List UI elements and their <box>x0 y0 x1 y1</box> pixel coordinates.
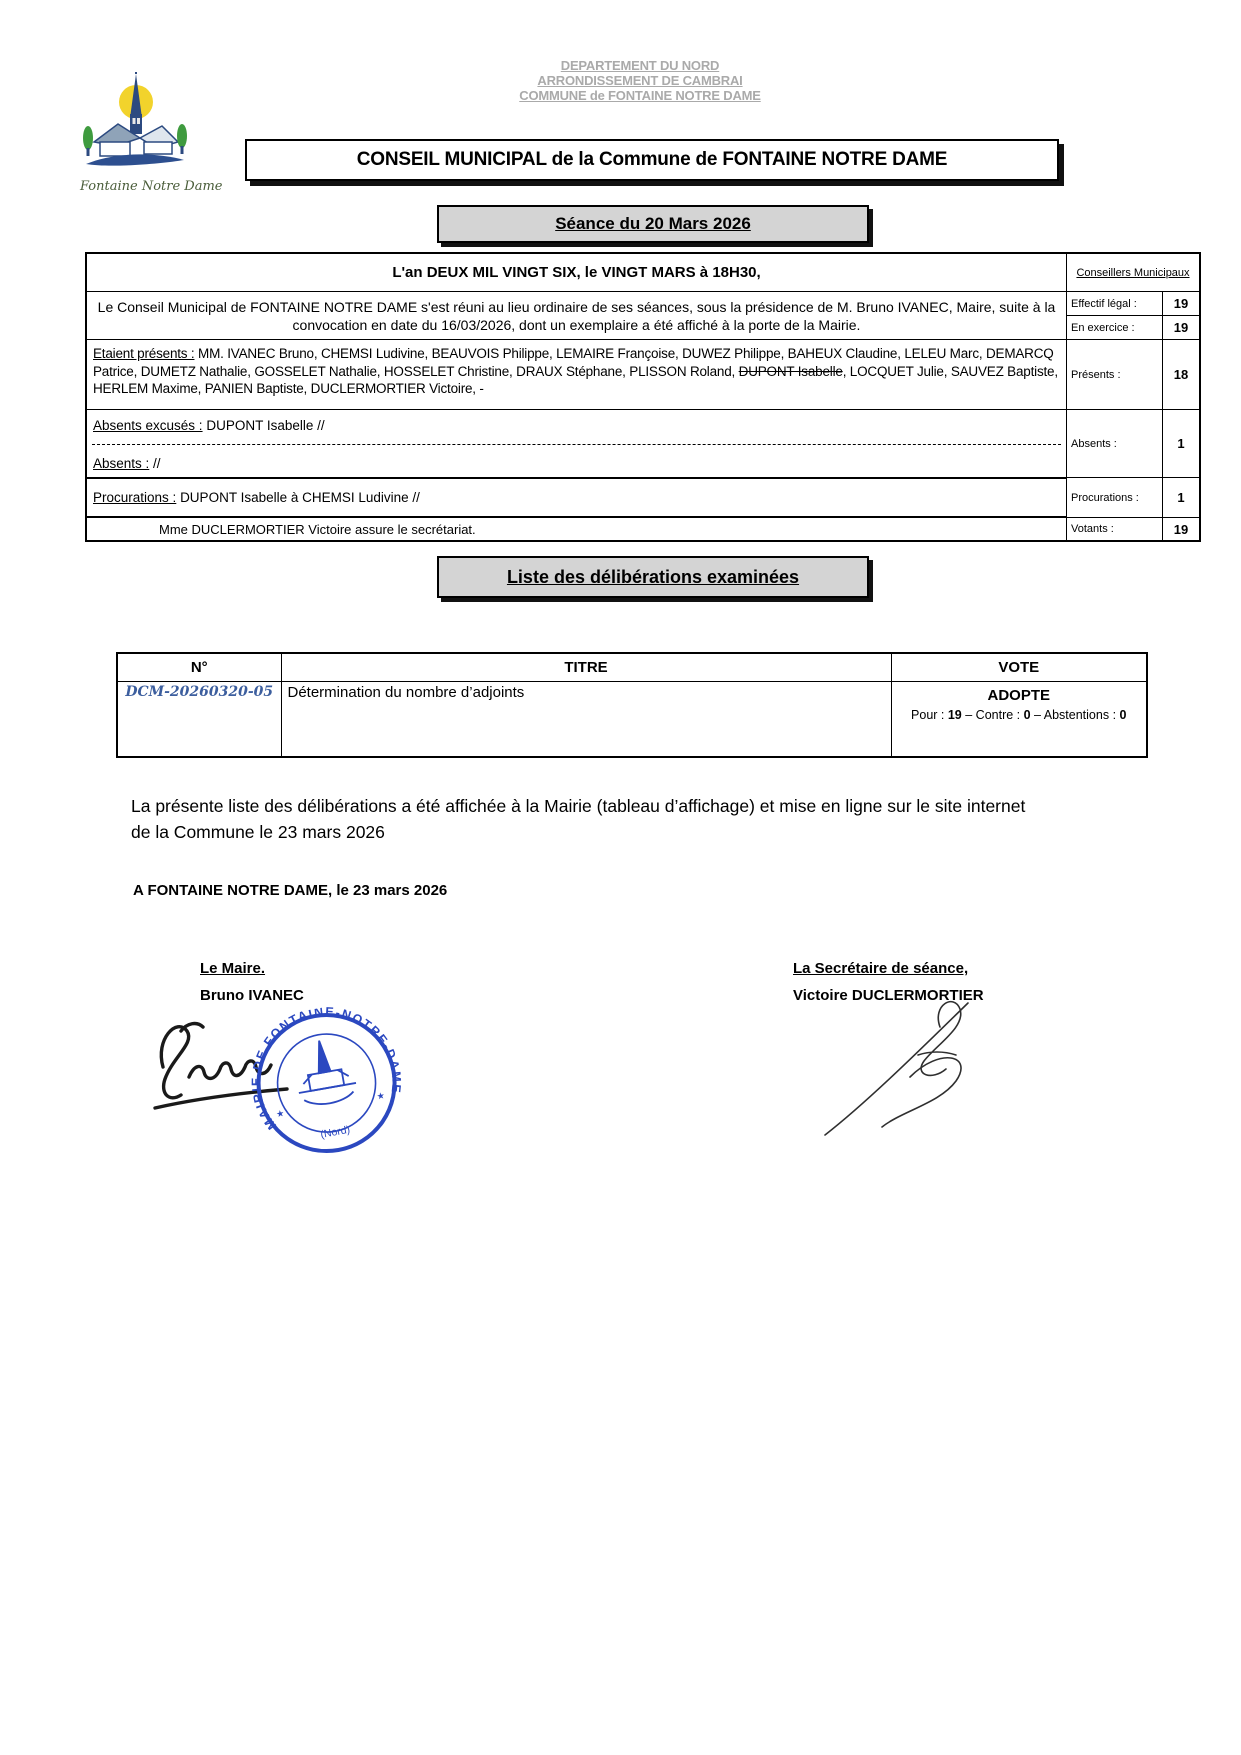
secretary-title: La Secrétaire de séance, <box>793 960 969 977</box>
vote-result: ADOPTE <box>987 686 1050 704</box>
column-header-vote: VOTE <box>891 653 1147 681</box>
town-stamp-icon <box>240 996 415 1175</box>
deliberation-vote-cell <box>891 681 1147 757</box>
deliberation-title: Détermination du nombre d’adjoints <box>281 681 891 757</box>
absents-line <box>93 456 1060 471</box>
absents-row <box>87 410 1066 478</box>
counters-header: Conseillers Municipaux <box>1067 254 1199 292</box>
counter-value: 19 <box>1173 296 1189 311</box>
counter-label: Présents : <box>1067 340 1163 409</box>
counter-label: Procurations : <box>1067 478 1163 517</box>
counter-value: 19 <box>1173 320 1189 335</box>
secretary-row: Mme DUCLERMORTIER Victoire assure le secrétariat. <box>159 521 476 537</box>
counter-row-exercice <box>1067 316 1199 340</box>
dashed-separator <box>92 444 1061 445</box>
department-line: DEPARTEMENT DU NORD <box>560 58 720 73</box>
stamp-nord-text: (Nord) <box>319 1123 351 1141</box>
presents-label: Etaient présents : <box>93 346 195 361</box>
absents-excuses-label: Absents excusés : <box>93 418 203 433</box>
presents-list-part2: , LOCQUET Julie, SAUVEZ Baptiste, HERLEM Maxime, PANIEN Baptiste, DUCLERMORTIER Victoire, - <box>93 363 1058 396</box>
secretary-signature-icon <box>790 985 1000 1155</box>
counter-label: En exercice : <box>1067 316 1163 339</box>
deliberations-table <box>116 652 1148 758</box>
vote-pour-count: 19 <box>947 707 962 722</box>
counter-row-absents <box>1067 410 1199 478</box>
counter-value: 19 <box>1173 521 1189 537</box>
counter-row-procurations <box>1067 478 1199 518</box>
absents-value: // <box>153 456 161 471</box>
mayor-signature-block <box>200 960 304 1004</box>
counters-column <box>1066 254 1199 540</box>
absents-excuses-value: DUPONT Isabelle // <box>206 418 325 433</box>
mayor-name: Bruno IVANEC <box>200 987 304 1004</box>
commune-logo <box>80 72 223 194</box>
date-line: A FONTAINE NOTRE DAME, le 23 mars 2026 <box>133 882 448 899</box>
vote-detail: Pour : 19 – Contre : 0 – Abstentions : 0 <box>911 707 1127 722</box>
svg-text:★: ★ <box>375 1090 386 1102</box>
publication-note: La présente liste des délibérations a été affichée à la Mairie (tableau d’affichage) et mise en ligne sur le site internet de la Commune le 23 mars 2026 <box>131 796 1026 842</box>
counter-value: 1 <box>1177 436 1185 451</box>
svg-text:★: ★ <box>275 1107 286 1120</box>
logo-caption: Fontaine Notre Dame <box>80 179 223 194</box>
arrondissement-line: ARRONDISSEMENT DE CAMBRAI <box>537 73 743 88</box>
absents-label: Absents : <box>93 456 150 471</box>
stamp-circular-text: MAIRIE DE FONTAINE-NOTRE-DAME <box>249 1004 404 1133</box>
session-table-main-column <box>87 254 1066 540</box>
column-header-title: TITRE <box>281 653 891 681</box>
vote-contre-count: 0 <box>1023 707 1031 722</box>
procurations-row <box>87 478 1066 518</box>
counter-value: 1 <box>1177 490 1185 505</box>
department-header <box>410 58 870 103</box>
presents-list-part1: MM. IVANEC Bruno, CHEMSI Ludivine, BEAUVOIS Philippe, LEMAIRE Françoise, DUWEZ Philippe, BAHEUX Claudine, LELEU Marc, DEMARCQ Patrice, DUMETZ Nathalie, GOSSELET Nathalie, HOSSELET Christine, DRAUX Stéphane, PLISSON Roland, <box>93 346 1054 379</box>
village-church-logo-icon <box>80 72 190 177</box>
counter-row-votants <box>1067 518 1199 540</box>
opening-line: L'an DEUX MIL VINGT SIX, le VINGT MARS à 18H30, <box>87 254 1066 292</box>
counter-row-presents <box>1067 340 1199 410</box>
presents-row <box>87 340 1066 410</box>
session-date-banner: Séance du 20 Mars 2026 <box>437 205 869 243</box>
deliberations-header-row <box>117 653 1147 681</box>
vote-abstentions-count: 0 <box>1119 707 1127 722</box>
session-table <box>85 252 1201 542</box>
counter-label: Effectif légal : <box>1067 292 1163 315</box>
mayor-title: Le Maire. <box>200 960 266 977</box>
counter-label: Votants : <box>1067 518 1163 540</box>
counter-value: 18 <box>1173 367 1189 382</box>
intro-paragraph: Le Conseil Municipal de FONTAINE NOTRE DAME s'est réuni au lieu ordinaire de ses séances, sous la présidence de M. Bruno IVANEC, Maire, suite à la convocation en date du 16/03/2026, dont un exemplaire a été affiché à la porte de la Mairie. <box>87 292 1066 340</box>
deliberations-banner: Liste des délibérations examinées <box>437 556 869 598</box>
deliberation-row <box>117 681 1147 757</box>
presents-struck-name: DUPONT Isabelle <box>738 363 843 379</box>
secretary-name: Victoire DUCLERMORTIER <box>793 987 984 1004</box>
counter-label: Absents : <box>1067 410 1163 477</box>
procurations-value: DUPONT Isabelle à CHEMSI Ludivine // <box>180 490 420 505</box>
procurations-label: Procurations : <box>93 490 177 505</box>
commune-line: COMMUNE de FONTAINE NOTRE DAME <box>519 88 761 103</box>
counter-row-effectif <box>1067 292 1199 316</box>
absents-excuses-line <box>93 418 1060 433</box>
deliberation-number: DCM-20260320-05 <box>117 681 281 757</box>
column-header-number: N° <box>117 653 281 681</box>
main-title-banner: CONSEIL MUNICIPAL de la Commune de FONTAINE NOTRE DAME <box>245 139 1059 181</box>
